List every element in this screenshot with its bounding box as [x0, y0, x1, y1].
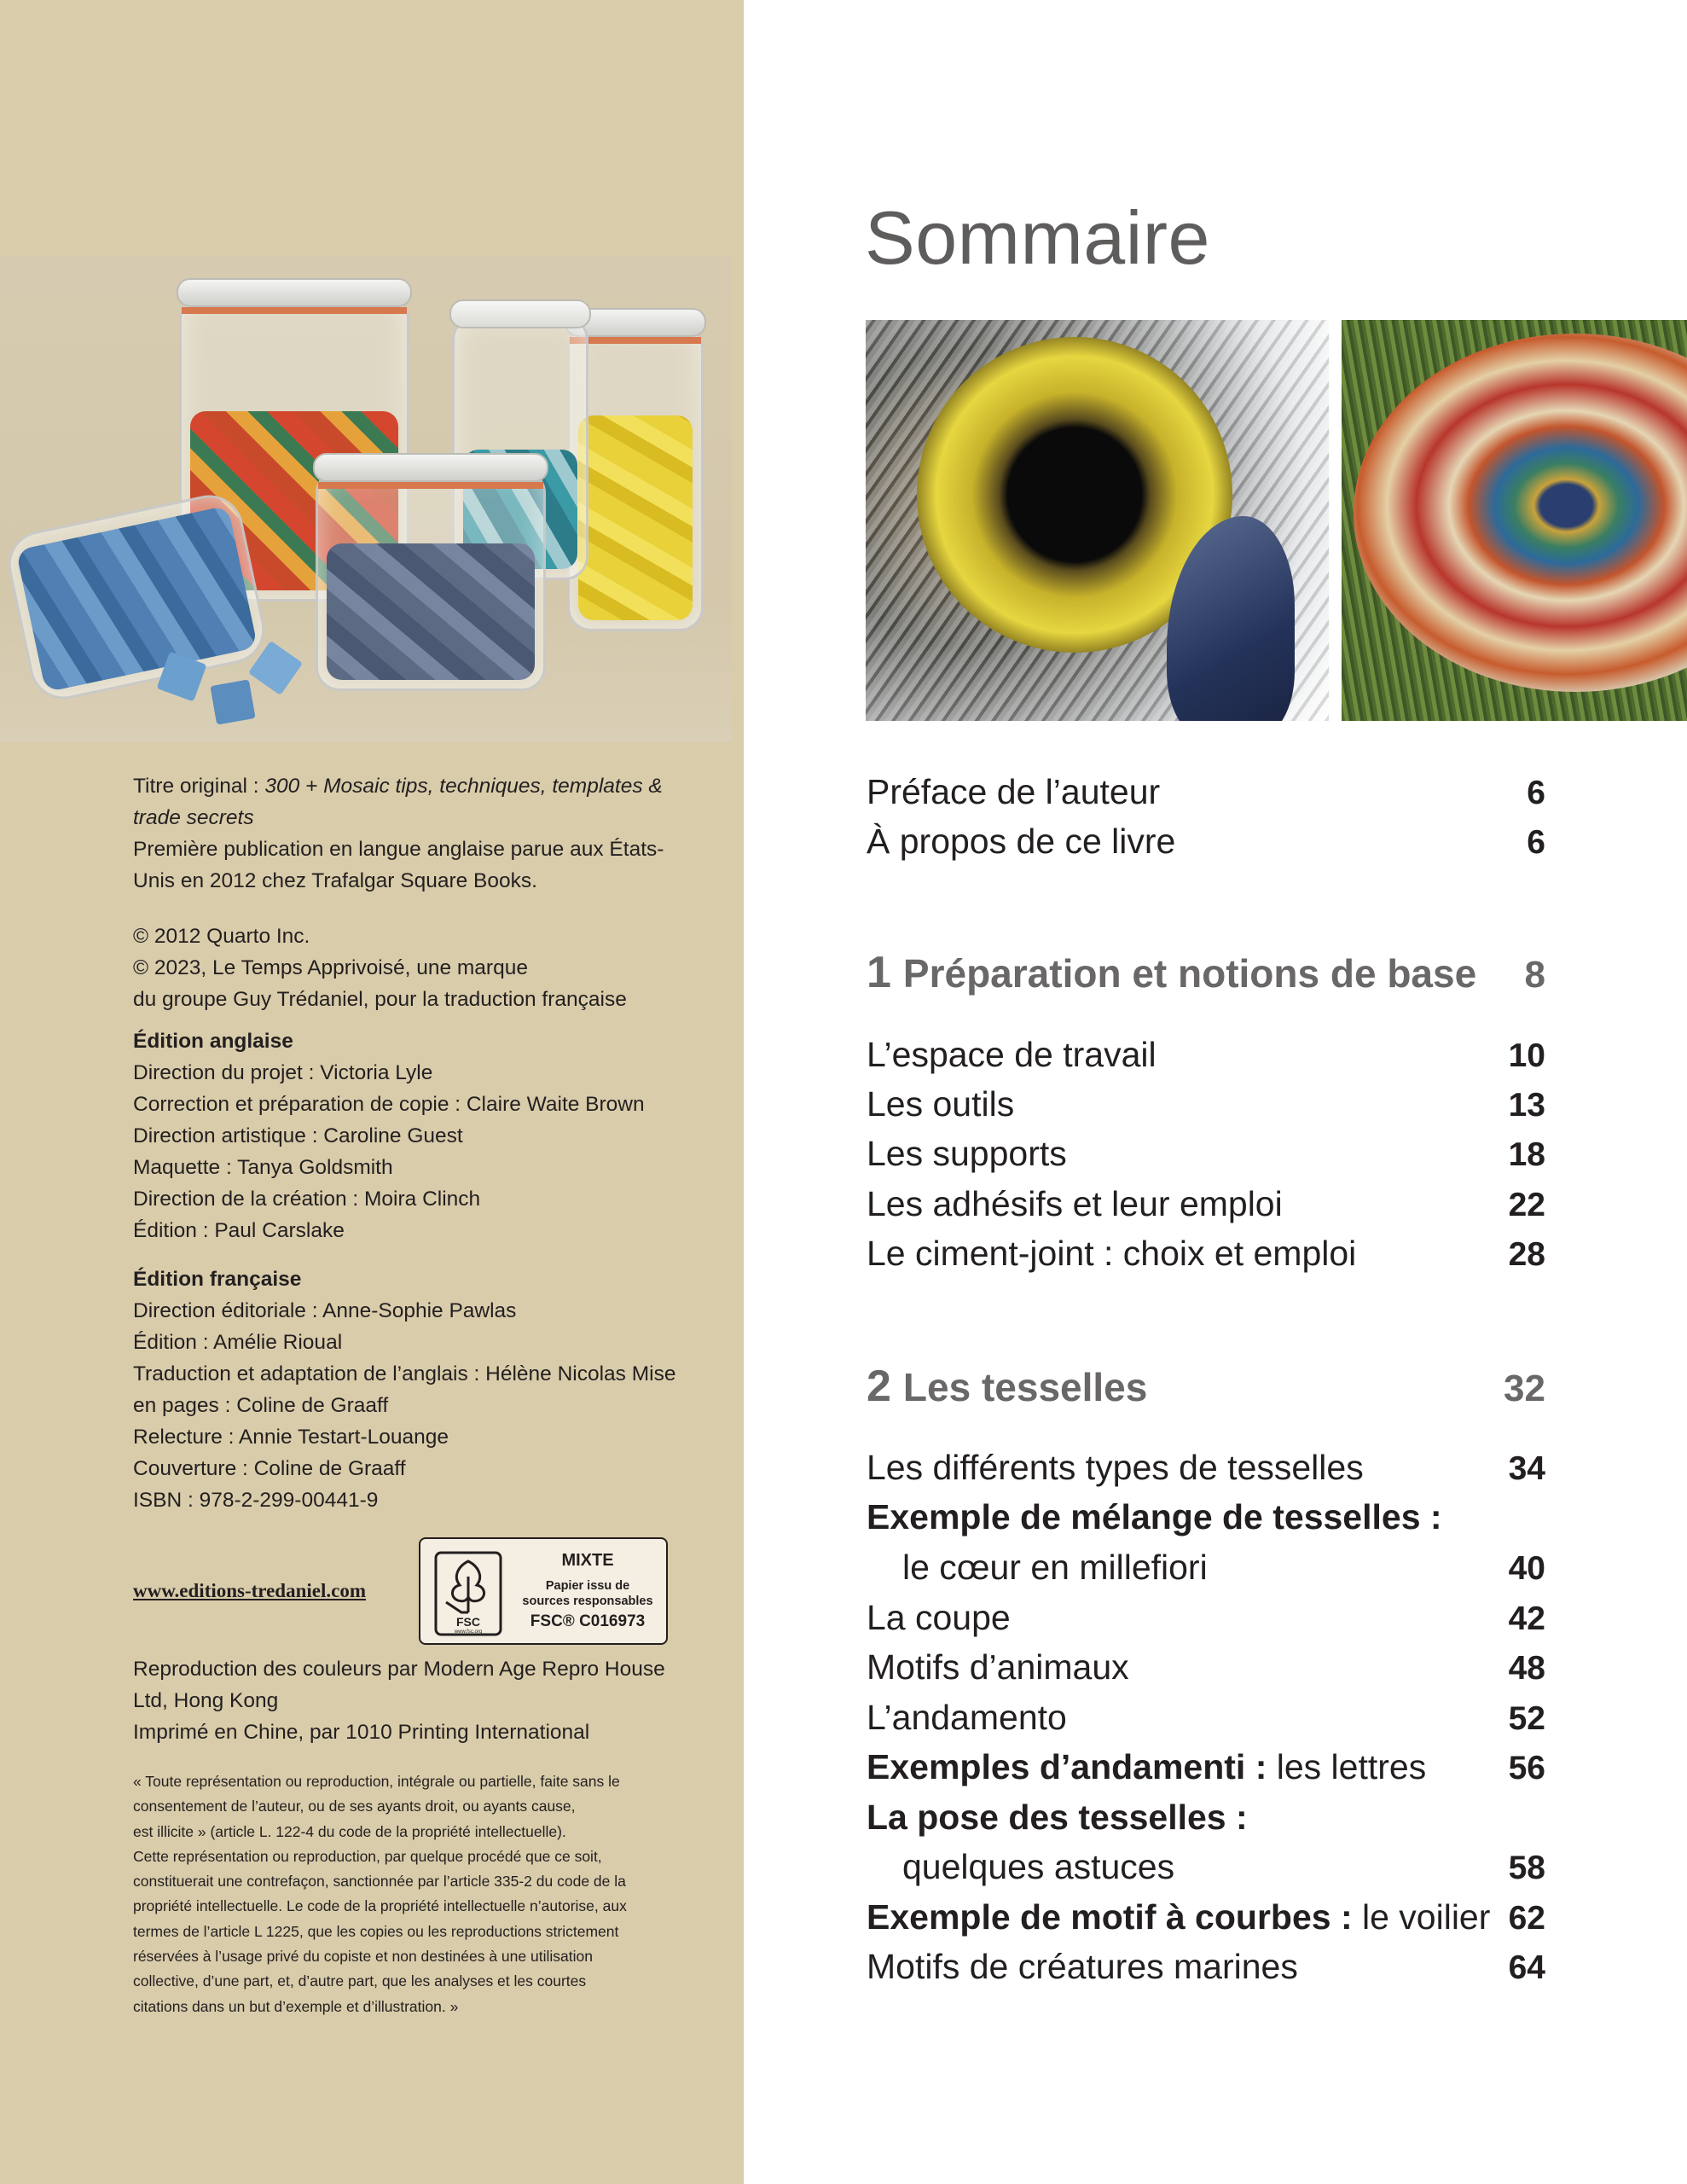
section-title: Les tesselles: [902, 1365, 1148, 1409]
toc-entry-title: Le ciment-joint : choix et emploi: [867, 1234, 1357, 1273]
copyright-line: © 2023, Le Temps Apprivoisé, une marque: [133, 956, 528, 979]
mosaic-jars-photo: [0, 256, 732, 742]
printing-info: [133, 1653, 713, 1748]
first-publication-line: Unis en 2012 chez Trafalgar Square Books.: [133, 869, 537, 892]
credit-line: Direction artistique : Caroline Guest: [133, 1124, 463, 1147]
legal-line: constituerait une contrefaçon, sanctionnée par l’article 335-2 du code de la: [133, 1873, 626, 1891]
toc-entry-title: Exemple de motif à courbes :: [867, 1897, 1353, 1937]
jar-image: [2, 489, 270, 706]
credit-line: Traduction et adaptation de l’anglais : Hélène Nicolas Mise: [133, 1362, 676, 1385]
isbn: ISBN : 978-2-299-00441-9: [133, 1489, 379, 1512]
toc-entry[interactable]: [867, 1234, 1545, 1274]
section-number: 1: [867, 948, 891, 997]
toc-entry[interactable]: [867, 1035, 1545, 1075]
fsc-site: www.fsc.org: [454, 1629, 483, 1635]
toc-entry[interactable]: [867, 1698, 1545, 1738]
toc-entry-title: Exemples d’andamenti :: [867, 1747, 1267, 1786]
original-title-value-cont: trade secrets: [133, 806, 254, 829]
owl-eye-mosaic-photo: [866, 320, 1329, 721]
fsc-code: FSC® C016973: [530, 1612, 646, 1630]
toc-entry[interactable]: [867, 772, 1545, 812]
legal-line: Cette représentation ou reproduction, par quelque procédé que ce soit,: [133, 1847, 602, 1865]
legal-line: « Toute représentation ou reproduction, intégrale ou partielle, faite sans le: [133, 1773, 620, 1790]
toc-entry-title: L’espace de travail: [867, 1035, 1157, 1074]
toc-entry-page: 10: [1508, 1037, 1545, 1074]
section-page: 32: [1504, 1368, 1545, 1409]
original-title-value: 300 + Mosaic tips, techniques, templates &: [264, 775, 663, 798]
legal-line: réservées à l’usage privé du copiste et non destinées à une utilisation: [133, 1948, 593, 1966]
toc-entry-title: Les supports: [867, 1134, 1067, 1173]
toc-entry[interactable]: [867, 1747, 1545, 1787]
credit-line: Direction de la création : Moira Clinch: [133, 1188, 481, 1211]
toc-entry[interactable]: [867, 1084, 1545, 1124]
toc-entry[interactable]: [867, 1134, 1545, 1174]
toc-entry-title: La pose des tesselles :: [867, 1798, 1248, 1837]
english-edition-heading: Édition anglaise: [133, 1030, 293, 1053]
toc-entry-title: À propos de ce livre: [867, 822, 1176, 861]
legal-line: termes de l’article L 1225, que les copies ou les reproductions strictement: [133, 1922, 619, 1940]
toc-entry-title: Exemple de mélange de tesselles :: [867, 1497, 1442, 1536]
toc-entry[interactable]: [867, 1598, 1545, 1638]
toc-entry-page: 42: [1508, 1600, 1545, 1637]
french-edition-heading: Édition française: [133, 1268, 302, 1291]
toc-entry[interactable]: [867, 1847, 1545, 1887]
section-number: 2: [867, 1362, 891, 1411]
copyright-line: © 2012 Quarto Inc.: [133, 925, 310, 948]
left-panel: [0, 0, 744, 2184]
printing-line: Reproduction des couleurs par Modern Age Repro House: [133, 1658, 665, 1681]
toc-entry-title: Les différents types de tesselles: [867, 1448, 1364, 1487]
toc-entry-title: L’andamento: [867, 1698, 1067, 1737]
toc-entry-title: La coupe: [867, 1598, 1011, 1637]
web-and-fsc-row: [133, 1537, 679, 1645]
toc-entry-page: 56: [1508, 1750, 1545, 1786]
toc-entry[interactable]: [867, 1184, 1545, 1224]
toc-entry-page: 48: [1508, 1650, 1545, 1687]
toc-entry[interactable]: [867, 1497, 1545, 1537]
legal-line: est illicite » (article L. 122-4 du code de la propriété intellectuelle).: [133, 1822, 566, 1840]
publisher-website-link[interactable]: www.editions-tredaniel.com: [133, 1580, 367, 1601]
legal-line: citations dans un but d’exemple et d’illustration. »: [133, 1997, 459, 2015]
fsc-mixte: MIXTE: [561, 1551, 614, 1570]
printing-line: Ltd, Hong Kong: [133, 1689, 279, 1712]
original-title-label: Titre original :: [133, 775, 265, 798]
toc-entry-title-rest: les lettres: [1267, 1747, 1427, 1786]
toc-entry[interactable]: [867, 1798, 1545, 1838]
toc-entry-title: Motifs d’animaux: [867, 1647, 1129, 1687]
toc-entry[interactable]: [867, 1947, 1545, 1987]
fsc-desc-line: sources responsables: [522, 1594, 653, 1608]
toc-entry-page: 13: [1508, 1087, 1545, 1124]
fsc-desc-line: Papier issu de: [545, 1579, 630, 1593]
mandala-mosaic-photo: [1342, 320, 1687, 721]
credit-line: Correction et préparation de copie : Claire Waite Brown: [133, 1093, 645, 1116]
toc-entry-title-rest: le voilier: [1352, 1897, 1491, 1937]
credit-line: Relecture : Annie Testart-Louange: [133, 1426, 449, 1449]
toc-entry-page: 58: [1508, 1850, 1545, 1886]
colophon: [133, 770, 713, 1540]
credit-line: Maquette : Tanya Goldsmith: [133, 1156, 393, 1179]
section-1-heading[interactable]: [867, 947, 1545, 998]
credit-line: Édition : Paul Carslake: [133, 1219, 345, 1242]
toc-entry-title: Motifs de créatures marines: [867, 1947, 1298, 1986]
legal-line: propriété intellectuelle. Le code de la propriété intellectuelle n’autorise, aux: [133, 1897, 627, 1915]
toc-entry-page: 62: [1508, 1900, 1545, 1937]
legal-line: collective, d’une part, et, d’autre part, que les analyses et les courtes: [133, 1972, 587, 1990]
legal-line: consentement de l’auteur, ou de ses ayants droit, ou ayants cause,: [133, 1798, 576, 1815]
toc-entry-subtitle: quelques astuces: [902, 1847, 1175, 1886]
copyright-line: du groupe Guy Trédaniel, pour la traduction française: [133, 988, 627, 1011]
toc-entry-page: 18: [1508, 1136, 1545, 1173]
jar-image: [316, 469, 546, 691]
page-title: Sommaire: [865, 195, 1210, 280]
legal-notice: [133, 1769, 713, 2019]
toc-entry[interactable]: [867, 822, 1545, 862]
toc-entry-page: 6: [1527, 775, 1545, 811]
toc-entry-page: 28: [1508, 1236, 1545, 1273]
toc-entry-page: 40: [1508, 1550, 1545, 1587]
toc-entry-title: Les outils: [867, 1084, 1015, 1124]
credit-line: en pages : Coline de Graaff: [133, 1394, 389, 1417]
printing-line: Imprimé en Chine, par 1010 Printing International: [133, 1721, 590, 1744]
toc-entry-title: Les adhésifs et leur emploi: [867, 1184, 1283, 1223]
credit-line: Direction du projet : Victoria Lyle: [133, 1061, 433, 1084]
fsc-tree-icon: [434, 1551, 502, 1636]
toc-entry[interactable]: [867, 1548, 1545, 1588]
fsc-brand: FSC: [456, 1615, 480, 1629]
fsc-label: [419, 1537, 668, 1645]
section-page: 8: [1524, 954, 1545, 996]
section-title: Préparation et notions de base: [902, 951, 1477, 996]
toc-entry-page: 22: [1508, 1187, 1545, 1223]
first-publication-line: Première publication en langue anglaise parue aux États-: [133, 838, 664, 861]
toc-entry[interactable]: [867, 1448, 1545, 1488]
toc-entry-page: 52: [1508, 1700, 1545, 1737]
toc-entry-subtitle: le cœur en millefiori: [902, 1548, 1208, 1587]
toc-entry-page: 34: [1508, 1450, 1545, 1487]
toc-entry-page: 64: [1508, 1949, 1545, 1986]
toc-entry-title: Préface de l’auteur: [867, 772, 1161, 811]
credit-line: Édition : Amélie Rioual: [133, 1331, 343, 1354]
toc-entry-page: 6: [1527, 824, 1545, 861]
toc-entry[interactable]: [867, 1897, 1545, 1937]
toc-entry[interactable]: [867, 1647, 1545, 1687]
credit-line: Couverture : Coline de Graaff: [133, 1457, 406, 1480]
credit-line: Direction éditoriale : Anne-Sophie Pawlas: [133, 1299, 517, 1322]
section-2-heading[interactable]: [867, 1361, 1545, 1412]
